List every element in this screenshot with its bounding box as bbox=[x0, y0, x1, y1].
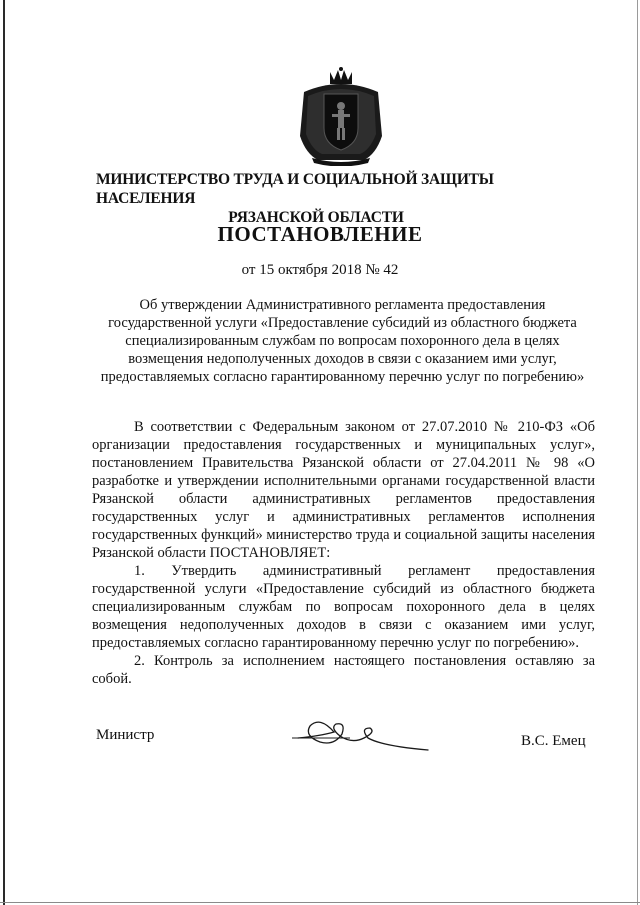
handwritten-signature bbox=[290, 712, 430, 757]
body-preamble: В соответствии с Федеральным законом от 27.07.2010 № 210-ФЗ «Об организации предоставления государственных и муниципальных услуг», постановлением Правительства Рязанской области от 27.04.2011 № 98 «О разработке и утверждении исполнительными органами государственной власти Рязанской области административных регламентов предоставления государственных услуг и административных регламентов исполнения государственных функций» министерство труда и социальной защиты населения Рязанской области ПОСТАНОВЛЯЕТ: bbox=[92, 419, 595, 561]
coat-of-arms-icon bbox=[298, 66, 384, 166]
scan-bottom-edge bbox=[0, 902, 640, 903]
scan-left-edge bbox=[3, 0, 5, 905]
body-item-1: 1. Утвердить административный регламент предоставления государственной услуги «Предоставление субсидий из областного бюджета специализированным службам по вопросам похоронного дела в целях возмещения недополученных доходов в связи с оказанием ими услуг, предоставляемых согласно гарантированному перечню услуг по погребению». bbox=[92, 563, 595, 651]
ministry-name bbox=[96, 170, 596, 227]
document-title: ПОСТАНОВЛЕНИЕ bbox=[217, 222, 423, 246]
scan-right-edge bbox=[637, 0, 638, 905]
signatory-role: Министр bbox=[96, 727, 155, 743]
document-date-number: от 15 октября 2018 № 42 bbox=[241, 262, 399, 278]
document-body bbox=[92, 418, 595, 688]
signatory-name: В.С. Емец bbox=[521, 733, 586, 749]
body-item-2: 2. Контроль за исполнением настоящего постановления оставляю за собой. bbox=[92, 653, 595, 687]
ministry-name-line2: РЯЗАНСКОЙ ОБЛАСТИ bbox=[228, 209, 404, 226]
ministry-name-line1: МИНИСТЕРСТВО ТРУДА И СОЦИАЛЬНОЙ ЗАЩИТЫ НАСЕЛЕНИЯ bbox=[96, 171, 494, 207]
document-subject: Об утверждении Административного регламента предоставления государственной услуги «Предоставление субсидий из областного бюджета специализированным службам по вопросам похоронного дела в целях возмещения недополученных доходов в связи с оказанием ими услуг, предоставляемых согласно гарантированному перечню услуг по погребению» bbox=[100, 297, 585, 385]
